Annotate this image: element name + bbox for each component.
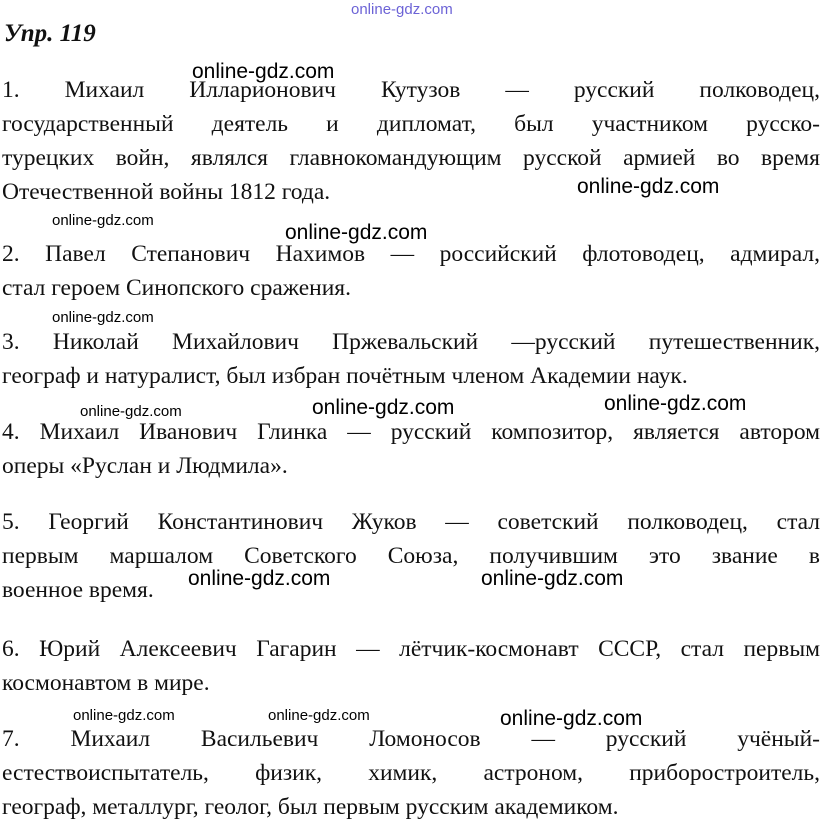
paragraph-line: военное время. [2,577,154,603]
paragraph-4 [2,415,820,483]
paragraph-2 [2,237,820,305]
paragraph-7 [2,722,820,824]
paragraph-5 [2,505,820,607]
watermark: online-gdz.com [80,403,182,420]
paragraph-line: 2. Павел Степанович Нахимов — российский флотоводец, адмирал, [2,241,820,267]
watermark: online-gdz.com [500,707,643,730]
watermark: online-gdz.com [192,60,335,83]
paragraph-line: географ и натуралист, был избран почётным членом Академии наук. [2,363,688,389]
watermark: online-gdz.com [188,567,331,590]
watermark: online-gdz.com [577,175,720,198]
paragraph-line: 4. Михаил Иванович Глинка — русский композитор, является автором [2,419,820,445]
paragraph-line: географ, металлург, геолог, был первым русским академиком. [2,794,619,820]
watermark: online-gdz.com [52,212,154,229]
watermark: online-gdz.com [312,396,455,419]
paragraph-line: 5. Георгий Константинович Жуков — советский полководец, стал [2,509,820,535]
paragraph-line: 3. Николай Михайлович Пржевальский —русский путешественник, [2,329,820,355]
watermark-top: online-gdz.com [351,1,453,18]
paragraph-line: первым маршалом Советского Союза, получившим это звание в [2,543,820,569]
watermark: online-gdz.com [604,392,747,415]
paragraph-line: естествоиспытатель, физик, химик, астроном, приборостроитель, [2,760,820,786]
paragraph-line: Отечественной войны 1812 года. [2,179,331,205]
paragraph-line: 1. Михаил Илларионович Кутузов — русский полководец, [2,77,820,103]
paragraph-3 [2,325,820,393]
paragraph-line: 6. Юрий Алексеевич Гагарин — лётчик-космонавт СССР, стал первым [2,636,820,662]
paragraph-line: оперы «Руслан и Людмила». [2,453,288,479]
paragraph-line: стал героем Синопского сражения. [2,275,351,301]
paragraph-line: турецких войн, являлся главнокомандующим русской армией во время [2,145,820,171]
watermark: online-gdz.com [52,309,154,326]
watermark: online-gdz.com [73,707,175,724]
watermark: online-gdz.com [481,567,624,590]
exercise-title: Упр. 119 [4,20,96,47]
paragraph-line: государственный деятель и дипломат, был участником русско- [2,111,820,137]
watermark: online-gdz.com [268,707,370,724]
watermark: online-gdz.com [285,221,428,244]
paragraph-line: 7. Михаил Васильевич Ломоносов — русский учёный- [2,726,820,752]
paragraph-6 [2,632,820,700]
paragraph-line: космонавтом в мире. [2,670,210,696]
